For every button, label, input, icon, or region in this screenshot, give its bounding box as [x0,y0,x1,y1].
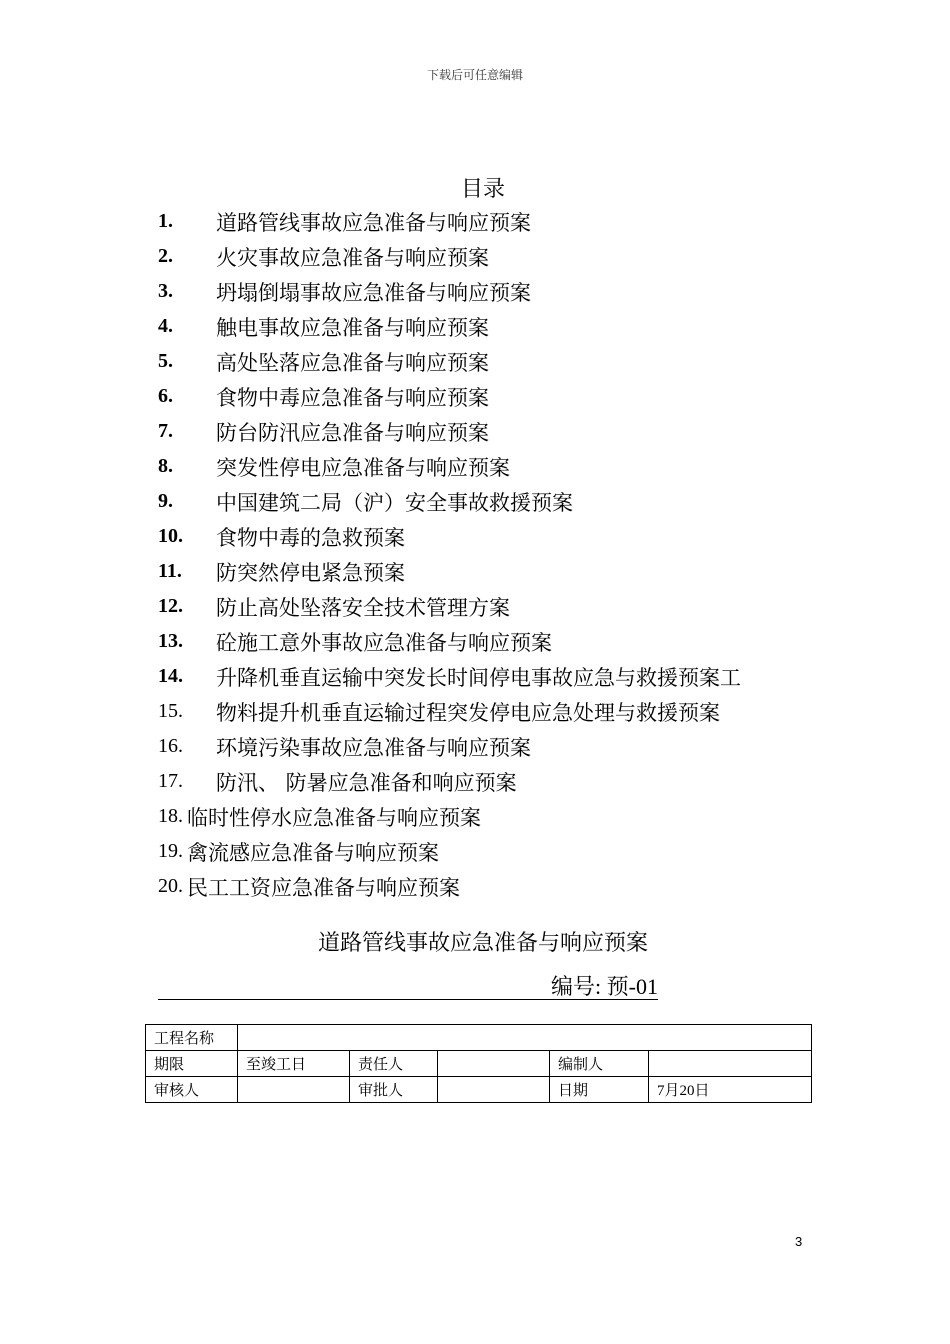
toc-item-text: 食物中毒应急准备与响应预案 [216,385,489,410]
document-title: 道路管线事故应急准备与响应预案 [317,931,648,956]
responsible-label: 责任人 [350,1051,438,1077]
toc-item [158,554,858,589]
toc-item-number: 20. [158,875,183,897]
toc-item-number: 14. [158,665,183,687]
toc-item-number: 9. [158,490,173,512]
toc-item [158,869,858,904]
toc-item-number: 17. [158,770,183,792]
toc-item [158,834,858,869]
toc-item-text: 高处坠落应急准备与响应预案 [216,350,489,375]
info-table [145,1024,812,1103]
toc-item [158,309,858,344]
toc-title: 目录 [460,177,505,202]
toc-item-text: 道路管线事故应急准备与响应预案 [216,210,531,235]
toc-item-text: 物料提升机垂直运输过程突发停电应急处理与救援预案 [216,700,720,725]
table-row [146,1025,812,1051]
toc-item-text: 临时性停水应急准备与响应预案 [187,805,481,830]
editor-label: 编制人 [550,1051,649,1077]
toc-item-text: 突发性停电应急准备与响应预案 [216,455,510,480]
toc-item [158,659,858,694]
reviewer-value [238,1077,350,1103]
toc-item [158,239,858,274]
toc-item-text: 防止高处坠落安全技术管理方案 [216,595,510,620]
toc-item [158,449,858,484]
toc-item [158,344,858,379]
toc-item-number: 13. [158,630,183,652]
period-label: 期限 [146,1051,238,1077]
toc-item-number: 7. [158,420,173,442]
approver-value [438,1077,550,1103]
toc-item [158,729,858,764]
page-number: 3 [795,1234,803,1249]
toc-item [158,694,858,729]
table-row [146,1077,812,1103]
toc-item-text: 环境污染事故应急准备与响应预案 [216,735,531,760]
period-value: 至竣工日 [238,1051,350,1077]
toc-item-number: 16. [158,735,183,757]
toc-item-number: 12. [158,595,183,617]
toc-list [158,204,858,904]
toc-item-text: 触电事故应急准备与响应预案 [216,315,489,340]
table-row [146,1051,812,1077]
toc-item [158,519,858,554]
toc-item-text: 民工工资应急准备与响应预案 [187,875,460,900]
toc-item-text: 防台防汛应急准备与响应预案 [216,420,489,445]
editor-value [649,1051,812,1077]
toc-item-number: 11. [158,560,182,582]
toc-item [158,204,858,239]
toc-item-number: 3. [158,280,173,302]
toc-item [158,414,858,449]
approver-label: 审批人 [350,1077,438,1103]
toc-item-number: 1. [158,210,173,232]
toc-item-number: 8. [158,455,173,477]
document-code: 编号: 预-01 [158,974,658,1000]
toc-item-number: 15. [158,700,183,722]
toc-item-text: 禽流感应急准备与响应预案 [187,840,439,865]
toc-item-number: 18. [158,805,183,827]
toc-item-text: 防突然停电紧急预案 [216,560,405,585]
toc-item-number: 5. [158,350,173,372]
responsible-value [438,1051,550,1077]
toc-item-text: 食物中毒的急救预案 [216,525,405,550]
toc-item-number: 19. [158,840,183,862]
date-value: 7月20日 [649,1077,812,1103]
toc-item [158,484,858,519]
toc-item [158,764,858,799]
toc-item-text: 中国建筑二局（沪）安全事故救援预案 [216,490,573,515]
header-note: 下载后可任意编辑 [426,68,523,82]
date-label: 日期 [550,1077,649,1103]
toc-item [158,624,858,659]
toc-item-text: 火灾事故应急准备与响应预案 [216,245,489,270]
toc-item-text: 坍塌倒塌事故应急准备与响应预案 [216,280,531,305]
toc-item-text: 防汛、 防暑应急准备和响应预案 [216,770,517,795]
toc-item [158,799,858,834]
toc-item-text: 升降机垂直运输中突发长时间停电事故应急与救援预案工 [216,665,741,690]
toc-item [158,379,858,414]
toc-item-number: 6. [158,385,173,407]
project-name-value [238,1025,812,1051]
project-name-label: 工程名称 [146,1025,238,1051]
toc-item-number: 10. [158,525,183,547]
toc-item-text: 砼施工意外事故应急准备与响应预案 [216,630,552,655]
toc-item-number: 2. [158,245,173,267]
toc-item-number: 4. [158,315,173,337]
reviewer-label: 审核人 [146,1077,238,1103]
toc-item [158,274,858,309]
toc-item [158,589,858,624]
